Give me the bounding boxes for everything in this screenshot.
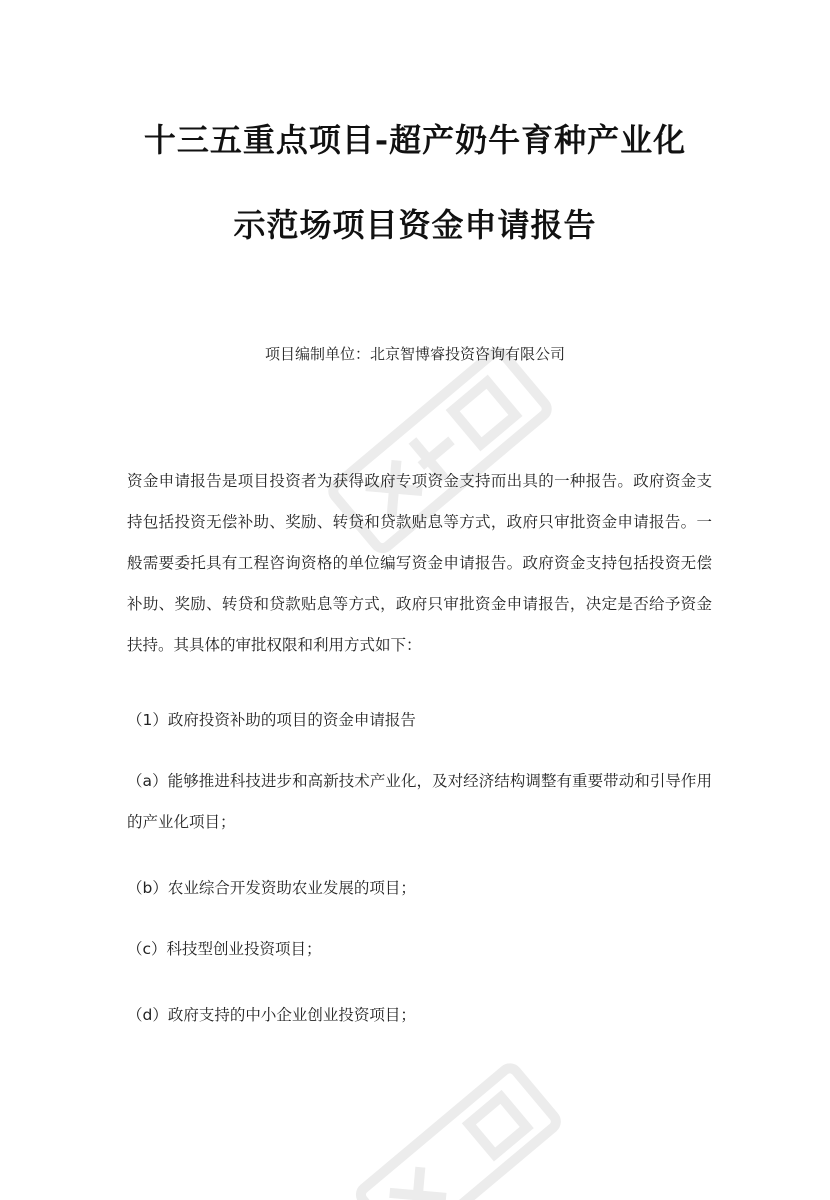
intro-paragraph: 资金申请报告是项目投资者为获得政府专项资金支持而出具的一种报告。政府资金支持包括投资无偿补助、奖励、转贷和贷款贴息等方式，政府只审批资金申请报告。一般需要委托具有工程咨询资格的单位编写资金申请报告。政府资金支持包括投资无偿补助、奖励、转贷和贷款贴息等方式，政府只审批资金申请报告，决定是否给予资金扶持。其具体的审批权限和利用方式如下： [127,472,712,654]
list-item-1: （1）政府投资补助的项目的资金申请报告 [127,711,416,729]
document-title-line-1: 十三五重点项目-超产奶牛育种产业化 [143,121,687,159]
watermark-lower [340,1040,580,1200]
list-item-a: （a）能够推进科技进步和高新技术产业化，及对经济结构调整有重要带动和引导作用的产业化项目； [127,772,712,831]
author-line: 项目编制单位：北京智博睿投资咨询有限公司 [264,345,565,363]
document-title-line-2: 示范场项目资金申请报告 [233,206,597,244]
list-item-c: （c）科技型创业投资项目； [127,940,322,958]
list-item-d: （d）政府支持的中小企业创业投资项目； [127,1006,416,1024]
list-item-b: （b）农业综合开发资助农业发展的项目； [127,879,416,897]
